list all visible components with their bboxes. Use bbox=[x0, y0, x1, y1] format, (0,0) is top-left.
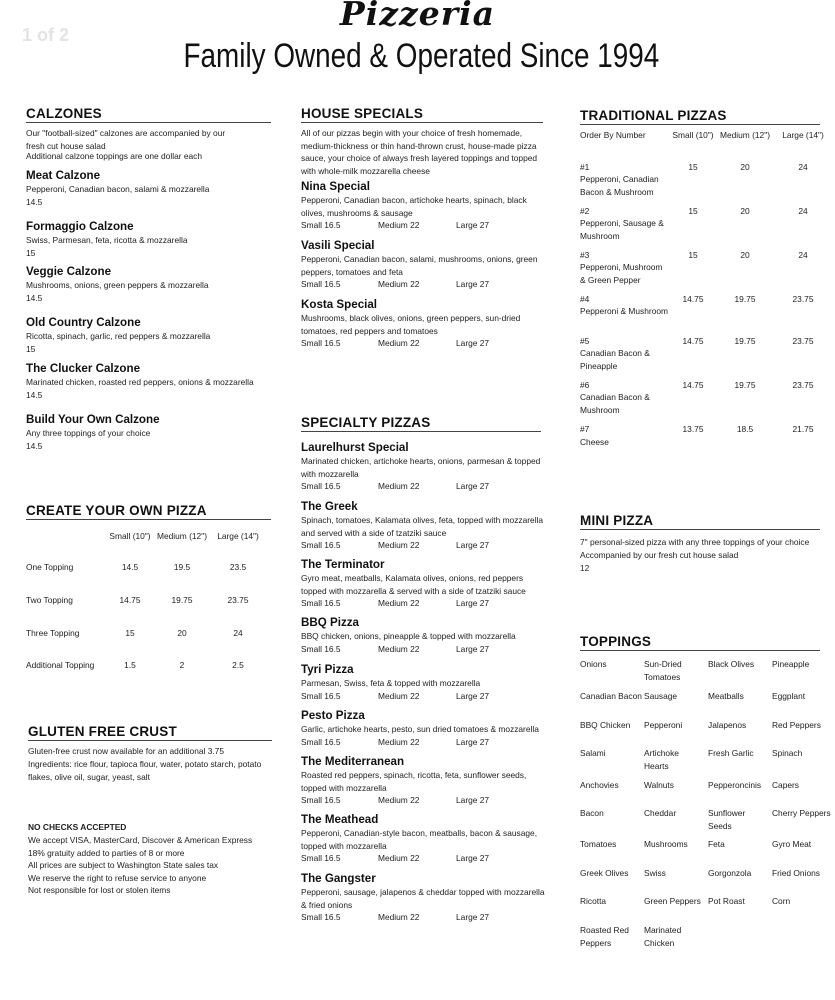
price-small: Small 16.5 bbox=[301, 540, 341, 551]
pizza-desc: Pepperoni & Mushroom bbox=[580, 306, 668, 316]
gluten-free-line: Gluten-free crust now available for an additional 3.75 bbox=[28, 746, 224, 756]
topping-item: Sun-Dried Tomatoes bbox=[644, 659, 682, 682]
item-name: The Greek bbox=[301, 500, 358, 513]
policy-line: All prices are subject to Washington State sales tax bbox=[28, 860, 219, 871]
house-specials-heading: HOUSE SPECIALS bbox=[301, 106, 543, 123]
policy-line: We reserve the right to refuse service to anyone bbox=[28, 872, 207, 883]
price-small: Small 16.5 bbox=[301, 481, 341, 492]
tagline: Family Owned & Operated Since 1994 bbox=[183, 37, 660, 75]
specialty-item bbox=[301, 662, 546, 702]
price-large: 24 bbox=[233, 628, 243, 638]
item-desc: Marinated chicken, roasted red peppers, onions & mozzarella bbox=[26, 377, 254, 387]
item-name: The Gangster bbox=[301, 872, 376, 885]
topping-item: Green Peppers bbox=[644, 896, 701, 906]
topping-item: BBQ Chicken bbox=[580, 720, 631, 730]
item-name: Kosta Special bbox=[301, 298, 378, 311]
price-small: 14.75 bbox=[119, 595, 141, 605]
topping-item: Cheddar bbox=[644, 808, 677, 818]
specialty-item bbox=[301, 440, 546, 493]
specialty-item bbox=[301, 708, 546, 748]
price-small: Small 16.5 bbox=[301, 736, 341, 747]
topping-item: Mushrooms bbox=[644, 839, 688, 849]
price-large: Large 27 bbox=[456, 690, 490, 701]
size-prices bbox=[301, 911, 546, 924]
price-medium: 19.75 bbox=[734, 336, 756, 346]
price-large: 2.5 bbox=[232, 660, 244, 670]
item-desc: Pepperoni, Canadian bacon, salami, mushrooms, onions, green peppers, tomatoes and feta bbox=[301, 254, 538, 277]
topping-item: Jalapenos bbox=[708, 720, 747, 730]
topping-item: Anchovies bbox=[580, 780, 619, 790]
price-small: Small 16.5 bbox=[301, 220, 341, 231]
item-desc: Parmesan, Swiss, feta & topped with mozzarella bbox=[301, 678, 481, 688]
pizza-number: #1 bbox=[580, 162, 590, 172]
calzones-toppings-note: Additional calzone toppings are one dollar each bbox=[26, 151, 202, 161]
calzone-item bbox=[26, 315, 271, 355]
item-desc: Ricotta, spinach, garlic, red peppers & mozzarella bbox=[26, 331, 211, 341]
pizza-desc: Cheese bbox=[580, 437, 609, 447]
item-name: Vasili Special bbox=[301, 239, 375, 252]
item-desc: Mushrooms, black olives, onions, green peppers, sun-dried tomatoes, red peppers and tomatoes bbox=[301, 313, 521, 336]
topping-item: Pepperoni bbox=[644, 720, 683, 730]
price-medium: 20 bbox=[740, 162, 750, 172]
no-checks-heading: NO CHECKS ACCEPTED bbox=[28, 822, 127, 832]
price-small: Small 16.5 bbox=[301, 912, 341, 923]
size-prices bbox=[301, 794, 546, 807]
price-medium: Medium 22 bbox=[378, 481, 420, 492]
item-price: 14.5 bbox=[26, 196, 43, 207]
price-small: Small 16.5 bbox=[301, 279, 341, 290]
topping-item: Pot Roast bbox=[708, 896, 745, 906]
mini-pizza-price: 12 bbox=[580, 563, 590, 573]
price-small: Small 16.5 bbox=[301, 643, 341, 654]
item-name: Pesto Pizza bbox=[301, 709, 365, 722]
price-small: 14.75 bbox=[682, 336, 704, 346]
traditional-pizzas-heading: TRADITIONAL PIZZAS bbox=[580, 108, 820, 125]
price-large: Large 27 bbox=[456, 736, 490, 747]
row-label: Three Topping bbox=[26, 628, 80, 638]
row-label: Additional Topping bbox=[26, 660, 95, 670]
pizza-desc: Pepperoni, Sausage & Mushroom bbox=[580, 218, 664, 241]
price-medium: Medium 22 bbox=[378, 690, 420, 701]
price-small: Small 16.5 bbox=[301, 338, 341, 349]
item-desc: BBQ chicken, onions, pineapple & topped with mozzarella bbox=[301, 631, 516, 641]
house-specials-intro: All of our pizzas begin with your choice of fresh homemade, medium-thickness or thin hand-thrown crust, house-made pizza sauce, your choice of always fresh layered toppings and topped with whole-milk mozzarella cheese bbox=[301, 128, 538, 176]
item-desc: Any three toppings of your choice bbox=[26, 428, 151, 438]
topping-item: Pineapple bbox=[772, 659, 810, 669]
topping-item: Sausage bbox=[644, 691, 678, 701]
policy-line: 18% gratuity added to parties of 8 or more bbox=[28, 847, 185, 858]
price-medium: 20 bbox=[740, 250, 750, 260]
item-price: 14.5 bbox=[26, 292, 43, 303]
calzone-item bbox=[26, 264, 271, 304]
item-name: Nina Special bbox=[301, 180, 370, 193]
topping-item: Tomatoes bbox=[580, 839, 617, 849]
price-medium: Medium 22 bbox=[378, 220, 420, 231]
gluten-free-ingredients: Ingredients: rice flour, tapioca flour, water, potato starch, potato flakes, olive oil, sugar, yeast, salt bbox=[28, 759, 262, 782]
calzones-heading: CALZONES bbox=[26, 106, 271, 123]
pizza-desc: Pepperoni, Canadian Bacon & Mushroom bbox=[580, 174, 659, 197]
pizza-number: #6 bbox=[580, 380, 590, 390]
topping-item: Swiss bbox=[644, 868, 666, 878]
pizza-desc: Pepperoni, Mushroom & Green Pepper bbox=[580, 262, 663, 285]
price-medium: Medium 22 bbox=[378, 598, 420, 609]
item-price: 15 bbox=[26, 247, 36, 258]
price-small: Small 16.5 bbox=[301, 853, 341, 864]
price-small: 14.5 bbox=[121, 562, 139, 572]
col-header-large: Large (14") bbox=[782, 130, 824, 140]
size-prices bbox=[301, 736, 546, 749]
calzone-item bbox=[26, 412, 271, 452]
price-large: 23.75 bbox=[792, 336, 814, 346]
size-prices bbox=[301, 597, 546, 610]
specialty-item bbox=[301, 615, 546, 655]
price-medium: Medium 22 bbox=[378, 279, 420, 290]
house-special-item bbox=[301, 179, 546, 232]
pizza-number: #4 bbox=[580, 294, 590, 304]
topping-item: Corn bbox=[772, 896, 791, 906]
price-medium: Medium 22 bbox=[378, 853, 420, 864]
size-prices bbox=[301, 539, 546, 552]
specialty-item bbox=[301, 557, 546, 610]
price-large: Large 27 bbox=[456, 279, 490, 290]
pizza-number: #5 bbox=[580, 336, 590, 346]
row-label: One Topping bbox=[26, 562, 74, 572]
price-medium: 18.5 bbox=[736, 424, 754, 434]
create-your-own-heading: CREATE YOUR OWN PIZZA bbox=[26, 503, 271, 520]
policy-list bbox=[28, 834, 278, 897]
item-desc: Pepperoni, Canadian-style bacon, meatballs, bacon & sausage, topped with mozzarella bbox=[301, 828, 538, 851]
price-large: 23.75 bbox=[792, 380, 814, 390]
house-special-item bbox=[301, 238, 546, 291]
specialty-item bbox=[301, 812, 546, 865]
price-medium: Medium 22 bbox=[378, 540, 420, 551]
topping-item: Artichoke Hearts bbox=[644, 748, 679, 771]
col-header-medium: Medium (12") bbox=[720, 130, 770, 140]
item-name: BBQ Pizza bbox=[301, 616, 359, 629]
topping-item: Marinated Chicken bbox=[644, 925, 682, 948]
item-name: Formaggio Calzone bbox=[26, 220, 134, 233]
item-name: Veggie Calzone bbox=[26, 265, 112, 278]
price-medium: Medium 22 bbox=[378, 736, 420, 747]
policy-line: Not responsible for lost or stolen items bbox=[28, 885, 171, 896]
price-medium: Medium 22 bbox=[378, 795, 420, 806]
specialty-item bbox=[301, 754, 546, 807]
topping-item: Capers bbox=[772, 780, 799, 790]
item-desc: Marinated chicken, artichoke hearts, onions, parmesan & topped with mozzarella bbox=[301, 456, 541, 479]
topping-item: Feta bbox=[708, 839, 725, 849]
item-name: The Terminator bbox=[301, 558, 385, 571]
item-name: Build Your Own Calzone bbox=[26, 413, 160, 426]
item-desc: Gyro meat, meatballs, Kalamata olives, onions, red peppers topped with mozzarella & served with a side of tzatziki sauce bbox=[301, 573, 526, 596]
price-small: 15 bbox=[688, 162, 698, 172]
mini-pizza-desc: 7" personal-sized pizza with any three toppings of your choice bbox=[580, 537, 810, 547]
size-prices bbox=[301, 278, 546, 291]
topping-item: Roasted Red Peppers bbox=[580, 925, 629, 948]
specialty-item bbox=[301, 499, 546, 552]
item-desc: Pepperoni, sausage, jalapenos & cheddar topped with mozzarella & fried onions bbox=[301, 887, 545, 910]
topping-item: Sunflower Seeds bbox=[708, 808, 746, 831]
item-desc: Garlic, artichoke hearts, pesto, sun dried tomatoes & mozzarella bbox=[301, 724, 539, 734]
price-small: 15 bbox=[688, 250, 698, 260]
size-prices bbox=[301, 643, 546, 656]
calzone-item bbox=[26, 168, 271, 208]
price-large: Large 27 bbox=[456, 338, 490, 349]
price-large: 21.75 bbox=[792, 424, 814, 434]
pizza-number: #3 bbox=[580, 250, 590, 260]
price-medium: 19.75 bbox=[734, 380, 756, 390]
price-medium: 19.75 bbox=[734, 294, 756, 304]
item-price: 15 bbox=[26, 343, 36, 354]
item-price: 14.5 bbox=[26, 440, 43, 451]
mini-pizza-heading: MINI PIZZA bbox=[580, 513, 820, 530]
price-large: Large 27 bbox=[456, 643, 490, 654]
topping-item: Fresh Garlic bbox=[708, 748, 754, 758]
topping-item: Salami bbox=[580, 748, 606, 758]
calzone-item bbox=[26, 361, 271, 401]
calzone-item bbox=[26, 219, 271, 259]
price-small: 15 bbox=[688, 206, 698, 216]
size-prices bbox=[301, 852, 546, 865]
price-small: Small 16.5 bbox=[301, 795, 341, 806]
price-large: Large 27 bbox=[456, 853, 490, 864]
price-large: Large 27 bbox=[456, 540, 490, 551]
price-small: 14.75 bbox=[682, 294, 704, 304]
calzones-intro: Our "football-sized" calzones are accompanied by our fresh cut house salad bbox=[26, 128, 226, 151]
col-header-small: Small (10") bbox=[672, 130, 714, 140]
row-label: Two Topping bbox=[26, 595, 73, 605]
price-large: 23.5 bbox=[229, 562, 247, 572]
topping-item: Gyro Meat bbox=[772, 839, 812, 849]
size-prices bbox=[301, 219, 546, 232]
size-prices bbox=[301, 480, 546, 493]
item-name: The Mediterranean bbox=[301, 755, 405, 768]
topping-item: Pepperoncinis bbox=[708, 780, 762, 790]
price-medium: 19.75 bbox=[171, 595, 193, 605]
topping-item: Onions bbox=[580, 659, 607, 669]
price-small: 13.75 bbox=[682, 424, 704, 434]
price-large: 23.75 bbox=[792, 294, 814, 304]
page-counter: 1 of 2 bbox=[22, 25, 70, 45]
item-name: Tyri Pizza bbox=[301, 663, 354, 676]
price-medium: Medium 22 bbox=[378, 338, 420, 349]
price-medium: 20 bbox=[177, 628, 187, 638]
policy-line: We accept VISA, MasterCard, Discover & American Express bbox=[28, 835, 253, 845]
brand-logo: Pizzeria bbox=[339, 0, 496, 33]
mini-pizza-salad: Accompanied by our fresh cut house salad bbox=[580, 550, 739, 560]
price-medium: 19.5 bbox=[173, 562, 191, 572]
col-header-large: Large (14") bbox=[217, 531, 259, 541]
topping-item: Red Peppers bbox=[772, 720, 821, 730]
col-header-small: Small (10") bbox=[109, 531, 151, 541]
price-large: 24 bbox=[798, 250, 808, 260]
item-desc: Mushrooms, onions, green peppers & mozzarella bbox=[26, 280, 209, 290]
topping-item: Black Olives bbox=[708, 659, 755, 669]
col-header-order: Order By Number bbox=[580, 130, 646, 140]
price-large: Large 27 bbox=[456, 481, 490, 492]
topping-item: Eggplant bbox=[772, 691, 806, 701]
gluten-free-heading: GLUTEN FREE CRUST bbox=[28, 724, 272, 741]
item-desc: Swiss, Parmesan, feta, ricotta & mozzarella bbox=[26, 235, 188, 245]
price-large: Large 27 bbox=[456, 795, 490, 806]
topping-item: Spinach bbox=[772, 748, 803, 758]
price-large: Large 27 bbox=[456, 598, 490, 609]
item-name: Meat Calzone bbox=[26, 169, 101, 182]
item-desc: Roasted red peppers, spinach, ricotta, feta, sunflower seeds, topped with mozzarella bbox=[301, 770, 527, 793]
price-medium: 20 bbox=[740, 206, 750, 216]
toppings-heading: TOPPINGS bbox=[580, 634, 820, 651]
item-price: 14.5 bbox=[26, 389, 43, 400]
price-large: 24 bbox=[798, 162, 808, 172]
price-medium: Medium 22 bbox=[378, 912, 420, 923]
price-large: 24 bbox=[798, 206, 808, 216]
topping-item: Bacon bbox=[580, 808, 604, 818]
price-medium: Medium 22 bbox=[378, 643, 420, 654]
topping-item: Fried Onions bbox=[772, 868, 820, 878]
col-header-medium: Medium (12") bbox=[157, 531, 207, 541]
item-name: Old Country Calzone bbox=[26, 316, 141, 329]
item-name: Laurelhurst Special bbox=[301, 441, 409, 454]
pizza-desc: Canadian Bacon & Mushroom bbox=[580, 392, 650, 415]
topping-item: Walnuts bbox=[644, 780, 674, 790]
topping-item: Ricotta bbox=[580, 896, 607, 906]
item-desc: Pepperoni, Canadian bacon, artichoke hearts, spinach, black olives, mushrooms & sausage bbox=[301, 195, 527, 218]
price-large: Large 27 bbox=[456, 912, 490, 923]
specialty-pizzas-heading: SPECIALTY PIZZAS bbox=[301, 415, 541, 432]
house-special-item bbox=[301, 297, 546, 350]
price-small: Small 16.5 bbox=[301, 598, 341, 609]
topping-item: Canadian Bacon bbox=[580, 691, 642, 701]
item-desc: Spinach, tomatoes, Kalamata olives, feta, topped with mozzarella and served with a side of tzatziki sauce bbox=[301, 515, 544, 538]
price-small: 14.75 bbox=[682, 380, 704, 390]
item-name: The Meathead bbox=[301, 813, 379, 826]
price-large: 23.75 bbox=[227, 595, 249, 605]
topping-item: Gorgonzola bbox=[708, 868, 752, 878]
topping-item: Cherry Peppers bbox=[772, 808, 831, 818]
pizza-number: #2 bbox=[580, 206, 590, 216]
topping-item: Greek Olives bbox=[580, 868, 629, 878]
specialty-item bbox=[301, 871, 546, 924]
price-large: Large 27 bbox=[456, 220, 490, 231]
price-small: 1.5 bbox=[124, 660, 136, 670]
price-small: Small 16.5 bbox=[301, 690, 341, 701]
size-prices bbox=[301, 690, 546, 703]
topping-item: Meatballs bbox=[708, 691, 744, 701]
size-prices bbox=[301, 337, 546, 350]
item-desc: Pepperoni, Canadian bacon, salami & mozzarella bbox=[26, 184, 210, 194]
price-medium: 2 bbox=[179, 660, 185, 670]
pizza-desc: Canadian Bacon & Pineapple bbox=[580, 348, 650, 371]
item-name: The Clucker Calzone bbox=[26, 362, 141, 375]
price-small: 15 bbox=[125, 628, 135, 638]
pizza-number: #7 bbox=[580, 424, 590, 434]
